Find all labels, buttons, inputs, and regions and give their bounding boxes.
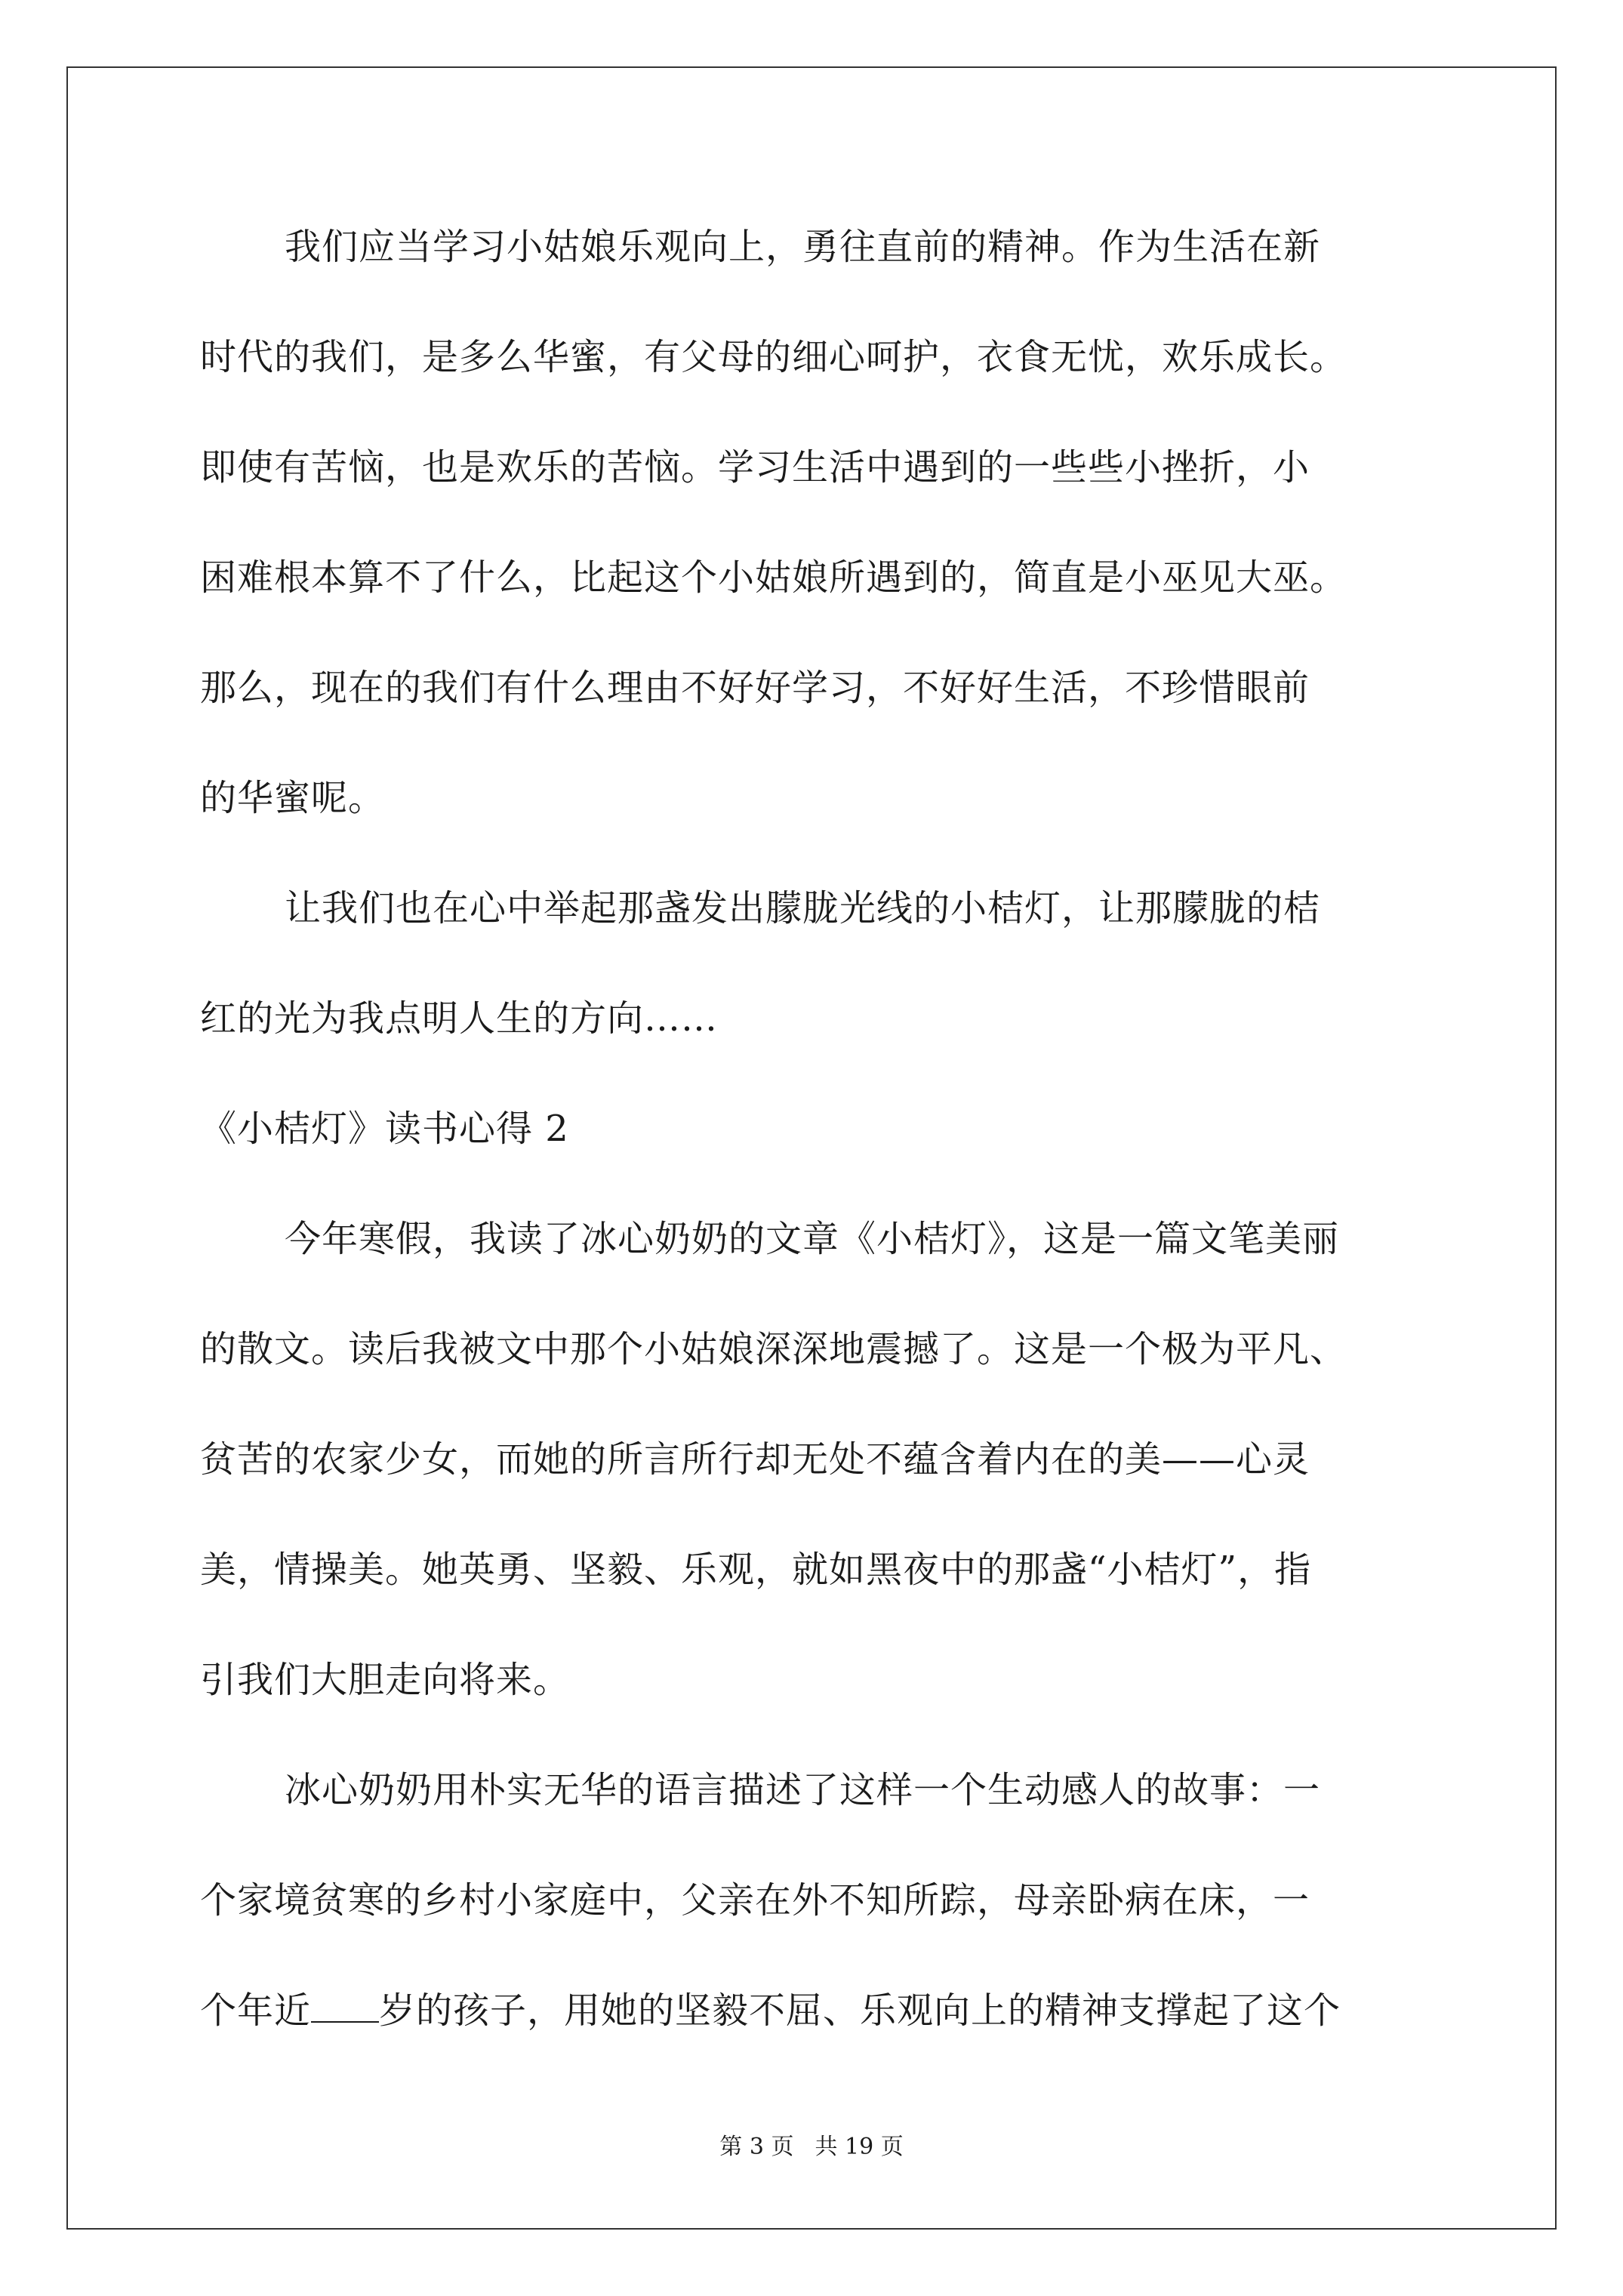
paragraph-line: 今年寒假，我读了冰心奶奶的文章《小桔灯》，这是一篇文笔美丽: [285, 1218, 1340, 1260]
line-text-before-blank: 个年近: [200, 1989, 312, 2032]
paragraph-line: 时代的我们，是多么华蜜，有父母的细心呵护，衣食无忧，欢乐成长。: [200, 336, 1347, 378]
paragraph-line: 美，情操美。她英勇、坚毅、乐观，就如黑夜中的那盏“小桔灯”，指: [200, 1549, 1312, 1591]
paragraph-line: 引我们大胆走向将来。: [200, 1659, 571, 1701]
paragraph-line: 我们应当学习小姑娘乐观向上，勇往直前的精神。作为生活在新: [285, 226, 1321, 268]
paragraph-line: 的华蜜呢。: [200, 777, 386, 819]
line-text-after-blank: 岁的孩子，用她的坚毅不屈、乐观向上的精神支撑起了这个: [379, 1989, 1341, 2032]
paragraph-line: 贫苦的农家少女，而她的所言所行却无处不蕴含着内在的美——心灵: [200, 1438, 1310, 1481]
page-number: 第 3 页: [719, 2134, 794, 2160]
page-footer: [0, 2128, 1623, 2161]
paragraph-line: 个家境贫寒的乡村小家庭中，父亲在外不知所踪，母亲卧病在床，一: [200, 1879, 1310, 1922]
total-pages: 共 19 页: [815, 2134, 904, 2160]
section-heading: 《小桔灯》读书心得 2: [200, 1108, 569, 1150]
paragraph-line: 困难根本算不了什么，比起这个小姑娘所遇到的，简直是小巫见大巫。: [200, 556, 1347, 599]
fill-in-blank: [311, 1992, 379, 2023]
paragraph-line: [200, 1955, 1438, 2066]
document-body: [200, 192, 1438, 2066]
paragraph-line: 的散文。读后我被文中那个小姑娘深深地震撼了。这是一个极为平凡、: [200, 1328, 1347, 1370]
paragraph-line: 那么，现在的我们有什么理由不好好学习，不好好生活，不珍惜眼前: [200, 667, 1310, 709]
paragraph-line: 冰心奶奶用朴实无华的语言描述了这样一个生动感人的故事：一: [285, 1769, 1321, 1811]
paragraph-line: 让我们也在心中举起那盏发出朦胧光线的小桔灯，让那朦胧的桔: [285, 887, 1321, 929]
paragraph-line: 即使有苦恼，也是欢乐的苦恼。学习生活中遇到的一些些小挫折，小: [200, 446, 1310, 488]
paragraph-line: 红的光为我点明人生的方向……: [200, 997, 719, 1040]
